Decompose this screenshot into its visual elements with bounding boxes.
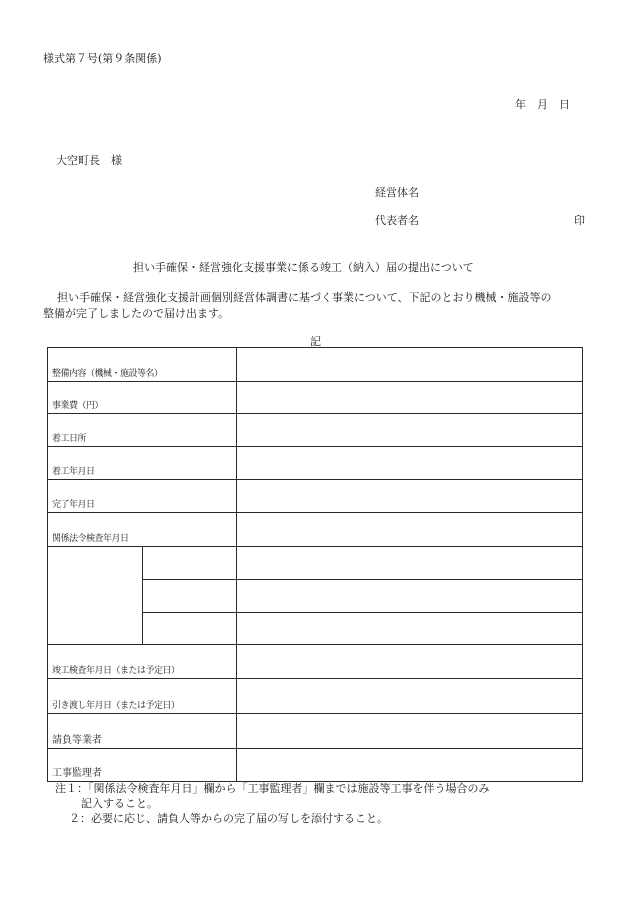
body-text-line1: 担い手確保・経営強化支援計画個別経営体調書に基づく事業について、下記のとおり機械・施設等の (57, 291, 552, 304)
table-row (48, 645, 583, 679)
table-row (48, 714, 583, 749)
value-cell-handover-date[interactable] (237, 679, 583, 714)
value-cell-start-date[interactable] (237, 447, 583, 480)
notes (55, 781, 490, 826)
note-1-line-1: 注１：「関係法令検査年月日」欄から「工事監理者」欄までは施設等工事を伴う場合のみ (55, 782, 490, 795)
value-cell-construction-supervisor[interactable] (237, 749, 583, 782)
value-cell-completion-date[interactable] (237, 480, 583, 513)
table-row (48, 547, 583, 580)
table-row (48, 580, 583, 613)
entity-name-label: 経営体名 (375, 186, 419, 199)
row-label-maintenance-content: 整備内容（機械・施設等名） (52, 369, 163, 379)
row-label-construction-supervisor: 工事監理者 (52, 768, 102, 779)
body-text-line2: 整備が完了しましたので届け出ます。 (43, 307, 230, 320)
table-row (48, 749, 583, 782)
value-cell-maintenance-content[interactable] (237, 348, 583, 382)
row-label-handover-date: 引き渡し年月日（または予定日） (52, 701, 180, 711)
table-row (48, 348, 583, 382)
ki-heading: 記 (310, 335, 321, 348)
table-row (48, 513, 583, 547)
sub-label-cell[interactable] (142, 547, 237, 580)
row-label-completion-date: 完了年月日 (52, 500, 95, 510)
representative-name-label: 代表者名 (375, 214, 419, 227)
report-table (47, 347, 583, 782)
sub-label-cell[interactable] (142, 580, 237, 613)
addressee: 大空町長 様 (56, 154, 122, 167)
document-title: 担い手確保・経営強化支援事業に係る竣工（納入）届の提出について (133, 261, 474, 274)
form-number: 様式第７号(第９条関係) (43, 52, 162, 65)
note-1-line-2: 記入すること。 (81, 797, 158, 810)
sub-value-cell[interactable] (237, 547, 583, 580)
table-row (48, 480, 583, 513)
sub-value-cell[interactable] (237, 580, 583, 613)
table-row (48, 414, 583, 447)
table-row (48, 382, 583, 414)
row-label-construction-site: 着工日所 (52, 434, 87, 444)
sub-value-cell[interactable] (237, 613, 583, 645)
value-cell-contractor[interactable] (237, 714, 583, 749)
value-cell-project-cost[interactable] (237, 382, 583, 414)
row-label-start-date: 着工年月日 (52, 467, 95, 477)
table-row (48, 447, 583, 480)
row-label-regulation-inspection-date: 関係法令検査年月日 (52, 534, 129, 544)
table-row (48, 679, 583, 714)
row-label-project-cost: 事業費（円） (52, 401, 104, 411)
date-placeholder: 年 月 日 (515, 98, 570, 111)
row-label-contractor: 請負等業者 (52, 735, 102, 746)
row-label-final-inspection-date: 竣工検査年月日（または予定日） (52, 666, 180, 676)
value-cell-construction-site[interactable] (237, 414, 583, 447)
seal-mark: 印 (574, 214, 585, 227)
note-2: ２：必要に応じ、請負人等からの完了届の写しを添付すること。 (69, 812, 388, 825)
sub-label-cell[interactable] (142, 613, 237, 645)
value-cell-regulation-inspection-date[interactable] (237, 513, 583, 547)
table-row (48, 613, 583, 645)
value-cell-final-inspection-date[interactable] (237, 645, 583, 679)
